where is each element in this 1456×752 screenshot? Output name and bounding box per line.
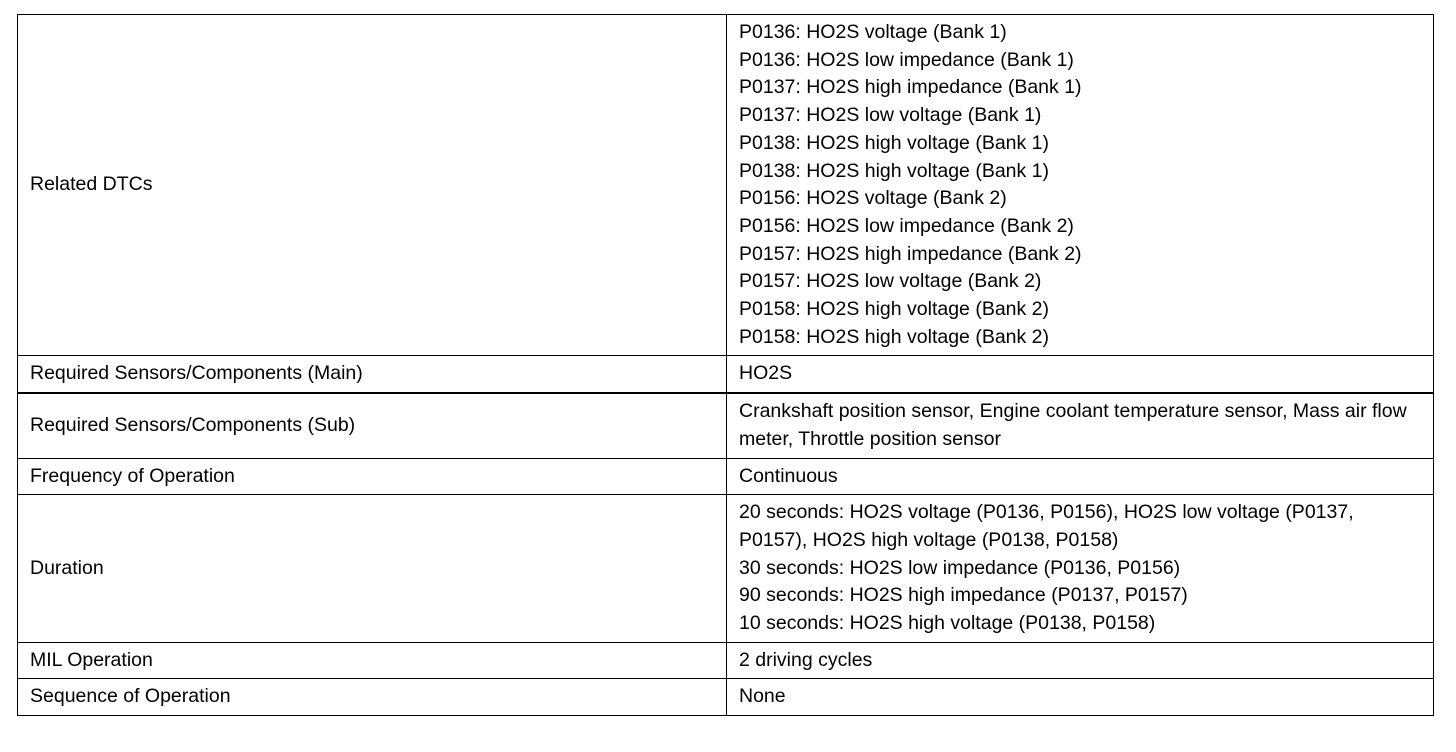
row-label: Related DTCs bbox=[18, 15, 727, 356]
row-label: Required Sensors/Components (Main) bbox=[18, 356, 727, 393]
row-label: MIL Operation bbox=[18, 642, 727, 679]
table-row-frequency bbox=[18, 458, 1434, 495]
dtc-line: P0136: HO2S voltage (Bank 1) bbox=[739, 21, 1007, 43]
table-row-duration bbox=[18, 495, 1434, 643]
monitor-specification-table bbox=[17, 14, 1434, 716]
row-value: Continuous bbox=[727, 458, 1434, 495]
dtc-line: P0137: HO2S high impedance (Bank 1) bbox=[739, 76, 1082, 99]
dtc-line: P0136: HO2S low impedance (Bank 1) bbox=[739, 48, 1074, 71]
duration-line: 90 seconds: HO2S high impedance (P0137, P0157) bbox=[739, 584, 1188, 607]
row-value: HO2S bbox=[727, 356, 1434, 393]
dtc-line: P0157: HO2S low voltage (Bank 2) bbox=[739, 270, 1042, 293]
table-row-related-dtcs bbox=[18, 15, 1434, 356]
dtc-line: P0137: HO2S low voltage (Bank 1) bbox=[739, 104, 1042, 127]
duration-line: 30 seconds: HO2S low impedance (P0136, P0156) bbox=[739, 556, 1181, 579]
row-value bbox=[727, 393, 1434, 458]
duration-list bbox=[727, 495, 1434, 643]
table-row-mil-operation bbox=[18, 642, 1434, 679]
table-row-sub-components bbox=[18, 393, 1434, 458]
row-value: 2 driving cycles bbox=[727, 642, 1434, 679]
dtc-line: P0158: HO2S high voltage (Bank 2) bbox=[739, 325, 1050, 348]
dtc-line: P0156: HO2S low impedance (Bank 2) bbox=[739, 214, 1074, 237]
row-label: Sequence of Operation bbox=[18, 679, 727, 716]
dtc-line: P0138: HO2S high voltage (Bank 1) bbox=[739, 131, 1050, 154]
table-row-sequence bbox=[18, 679, 1434, 716]
related-dtcs-list bbox=[727, 15, 1434, 356]
row-label: Frequency of Operation bbox=[18, 458, 727, 495]
row-label: Duration bbox=[18, 495, 727, 643]
dtc-line: P0157: HO2S high impedance (Bank 2) bbox=[739, 242, 1082, 265]
table-row-main-components bbox=[18, 356, 1434, 393]
dtc-line: P0138: HO2S high voltage (Bank 1) bbox=[739, 159, 1050, 182]
duration-line: 20 seconds: HO2S voltage (P0136, P0156), HO2S low voltage (P0137, P0157), HO2S high voltage (P0138, P0158) bbox=[739, 501, 1354, 551]
sub-components-text: Crankshaft position sensor, Engine coolant temperature sensor, Mass air flow meter, Throttle position sensor bbox=[739, 400, 1407, 450]
dtc-line: P0158: HO2S high voltage (Bank 2) bbox=[739, 298, 1050, 321]
dtc-line: P0156: HO2S voltage (Bank 2) bbox=[739, 187, 1007, 210]
duration-line: 10 seconds: HO2S high voltage (P0138, P0158) bbox=[739, 612, 1156, 635]
row-label: Required Sensors/Components (Sub) bbox=[18, 393, 727, 458]
row-value: None bbox=[727, 679, 1434, 716]
